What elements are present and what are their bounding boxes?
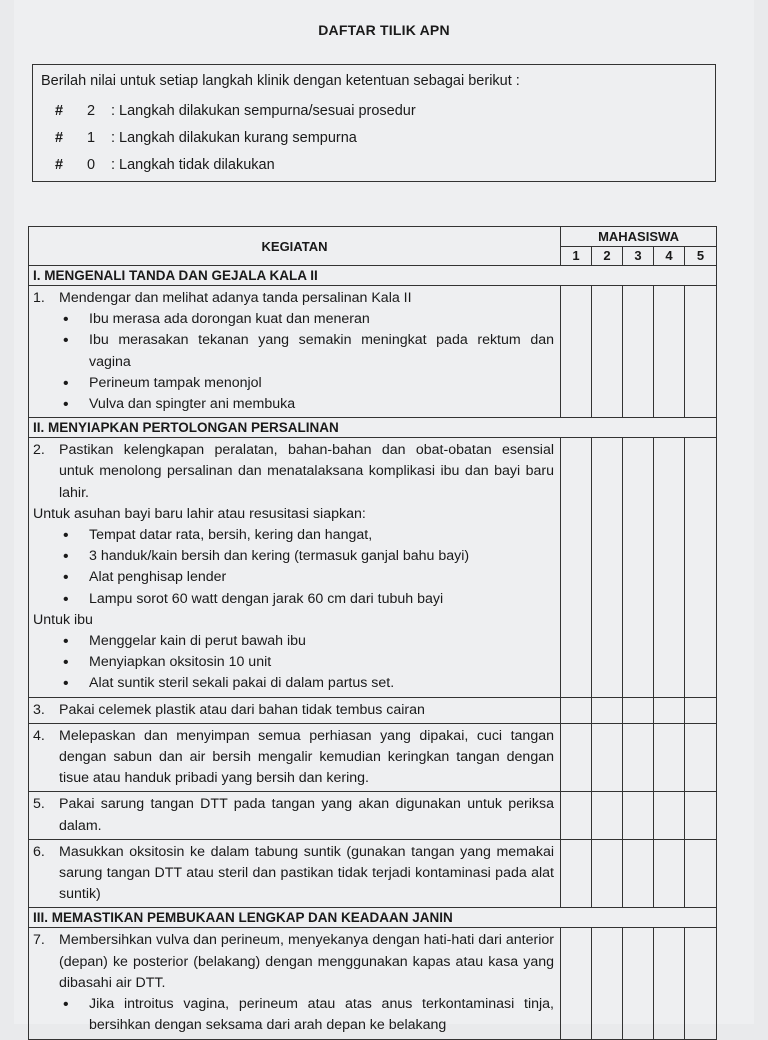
score-cell[interactable] <box>654 286 685 418</box>
score-cell[interactable] <box>623 839 654 908</box>
score-cell[interactable] <box>592 928 623 1039</box>
item-text: Pakai sarung tangan DTT pada tangan yang akan digunakan untuk periksa dalam. <box>59 796 554 834</box>
item-number: 2. <box>33 442 45 459</box>
header-student-number: 1 <box>561 247 592 266</box>
checklist-item <box>29 286 561 418</box>
bullet-item: • Ibu merasakan tekanan yang semakin meningkat pada rektum dan vagina <box>89 330 554 372</box>
legend-row <box>41 151 705 178</box>
bullet-item: • Vulva dan spingter ani membuka <box>89 394 554 415</box>
checklist-item <box>29 839 561 908</box>
score-cell[interactable] <box>623 438 654 697</box>
legend-score: 0 <box>86 156 96 173</box>
score-cell[interactable] <box>561 792 592 839</box>
header-mahasiswa: MAHASISWA <box>561 227 717 247</box>
section-heading: II. MENYIAPKAN PERTOLONGAN PERSALINAN <box>29 418 717 438</box>
score-cell[interactable] <box>685 697 717 723</box>
score-cell[interactable] <box>685 723 717 792</box>
legend-row <box>41 124 705 151</box>
header-student-number: 4 <box>654 247 685 266</box>
score-cell[interactable] <box>623 286 654 418</box>
score-cell[interactable] <box>654 438 685 697</box>
score-cell[interactable] <box>654 792 685 839</box>
checklist-item <box>29 438 561 697</box>
score-cell[interactable] <box>654 928 685 1039</box>
score-cell[interactable] <box>654 697 685 723</box>
score-cell[interactable] <box>561 286 592 418</box>
score-cell[interactable] <box>592 839 623 908</box>
item-bullets <box>33 309 554 415</box>
item-text: Mendengar dan melihat adanya tanda persalinan Kala II <box>59 290 412 306</box>
score-cell[interactable] <box>623 697 654 723</box>
item-number: 3. <box>33 701 45 718</box>
score-cell[interactable] <box>685 438 717 697</box>
item-number: 4. <box>33 727 45 744</box>
score-cell[interactable] <box>561 839 592 908</box>
section-heading: III. MEMASTIKAN PEMBUKAAN LENGKAP DAN KEADAAN JANIN <box>29 908 717 928</box>
legend-desc: : Langkah dilakukan sempurna/sesuai prosedur <box>111 102 416 119</box>
bullet-item: • Alat suntik steril sekali pakai di dalam partus set. <box>89 673 554 694</box>
bullet-item: • Lampu sorot 60 watt dengan jarak 60 cm dari tubuh bayi <box>89 589 554 610</box>
bullet-item: • Alat penghisap lender <box>89 567 554 588</box>
item-text: Melepaskan dan menyimpan semua perhiasan yang dipakai, cuci tangan dengan sabun dan air bersih mengalir kemudian keringkan tangan dengan tisue atau handuk pribadi yang bersih dan kering. <box>59 727 554 787</box>
item-bullets <box>33 994 554 1036</box>
score-cell[interactable] <box>685 286 717 418</box>
header-kegiatan: KEGIATAN <box>29 227 561 266</box>
item-text: Pakai celemek plastik atau dari bahan tidak tembus cairan <box>59 701 425 718</box>
item-subheading: Untuk asuhan bayi baru lahir atau resusitasi siapkan: <box>33 505 366 522</box>
item-text: Masukkan oksitosin ke dalam tabung suntik (gunakan tangan yang memakai sarung tangan DTT atau steril dan pastikan tidak terjadi kontaminasi pada alat suntik) <box>59 843 554 903</box>
bullet-item: • Menggelar kain di perut bawah ibu <box>89 631 554 652</box>
bullet-item: • 3 handuk/kain bersih dan kering (termasuk ganjal bahu bayi) <box>89 546 554 567</box>
header-student-number: 2 <box>592 247 623 266</box>
legend-row <box>41 97 705 124</box>
legend-hash: # <box>54 156 64 173</box>
bullet-item: • Jika introitus vagina, perineum atau atas anus terkontaminasi tinja, bersihkan dengan seksama dari arah depan ke belakang <box>89 994 554 1036</box>
score-cell[interactable] <box>623 723 654 792</box>
checklist-item <box>29 697 561 723</box>
item-number: 1. <box>33 290 45 306</box>
score-cell[interactable] <box>561 723 592 792</box>
bullet-item: • Tempat datar rata, bersih, kering dan hangat, <box>89 525 554 546</box>
score-cell[interactable] <box>592 792 623 839</box>
page-title: DAFTAR TILIK APN <box>318 22 450 38</box>
legend-desc: : Langkah dilakukan kurang sempurna <box>111 129 357 146</box>
score-cell[interactable] <box>592 723 623 792</box>
score-cell[interactable] <box>561 697 592 723</box>
legend-desc: : Langkah tidak dilakukan <box>111 156 275 173</box>
item-bullets <box>33 631 554 695</box>
bullet-item: • Ibu merasa ada dorongan kuat dan meneran <box>89 309 554 330</box>
score-cell[interactable] <box>654 839 685 908</box>
item-subheading: Untuk ibu <box>33 611 93 628</box>
score-cell[interactable] <box>685 792 717 839</box>
item-text: Pastikan kelengkapan peralatan, bahan-bahan dan obat-obatan esensial untuk menolong persalinan dan menatalaksana komplikasi ibu dan bayi baru lahir. <box>59 442 554 501</box>
header-student-number: 3 <box>623 247 654 266</box>
legend-hash: # <box>54 102 64 119</box>
header-student-number: 5 <box>685 247 717 266</box>
item-number: 5. <box>33 796 45 813</box>
score-cell[interactable] <box>685 928 717 1039</box>
bullet-item: • Menyiapkan oksitosin 10 unit <box>89 652 554 673</box>
score-cell[interactable] <box>685 839 717 908</box>
legend-score: 2 <box>86 102 96 119</box>
checklist-item <box>29 928 561 1039</box>
item-number: 6. <box>33 843 45 860</box>
bullet-item: • Perineum tampak menonjol <box>89 373 554 394</box>
item-bullets <box>33 525 554 610</box>
score-cell[interactable] <box>592 438 623 697</box>
score-cell[interactable] <box>561 438 592 697</box>
score-cell[interactable] <box>654 723 685 792</box>
score-cell[interactable] <box>592 697 623 723</box>
legend-score: 1 <box>86 129 96 146</box>
checklist-item <box>29 792 561 839</box>
score-cell[interactable] <box>623 792 654 839</box>
score-cell[interactable] <box>592 286 623 418</box>
section-heading: I. MENGENALI TANDA DAN GEJALA KALA II <box>29 266 717 286</box>
score-cell[interactable] <box>561 928 592 1039</box>
item-text: Membersihkan vulva dan perineum, menyekanya dengan hati-hati dari anterior (depan) ke posterior (belakang) dengan menggunakan kapas atau kasa yang dibasahi air DTT. <box>59 932 554 991</box>
scoring-legend <box>32 64 716 182</box>
checklist-item <box>29 723 561 792</box>
document-page <box>14 0 754 1034</box>
legend-hash: # <box>54 129 64 146</box>
checklist-table <box>28 226 717 1040</box>
score-cell[interactable] <box>623 928 654 1039</box>
item-number: 7. <box>33 932 45 949</box>
legend-intro: Berilah nilai untuk setiap langkah klinik dengan ketentuan sebagai berikut : <box>41 73 520 89</box>
